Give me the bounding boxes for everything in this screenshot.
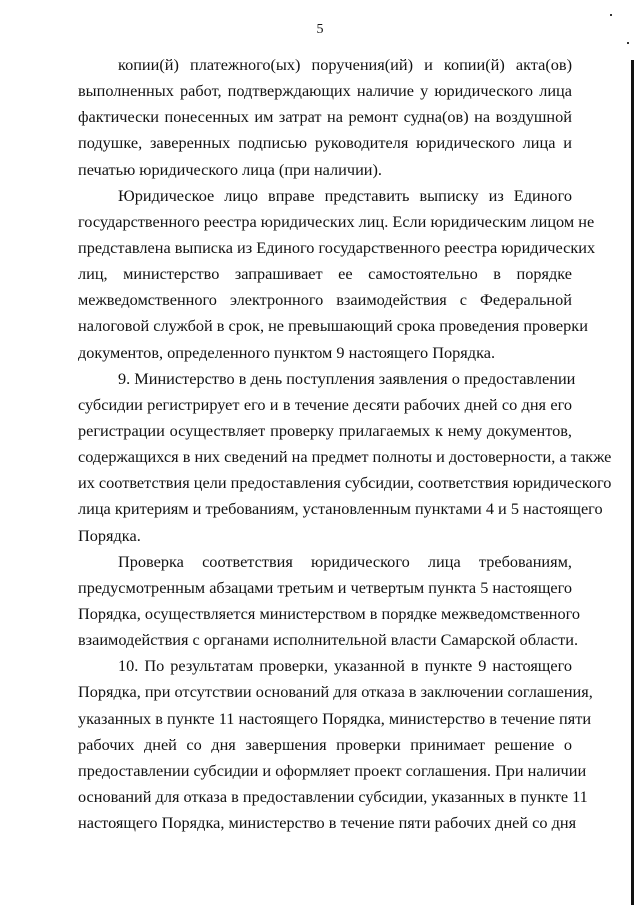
text-line: Юридическое лицо вправе представить выписку из Единого — [118, 185, 572, 205]
scan-border — [631, 60, 634, 905]
text-line: лиц, министерство запрашивает ее самостоятельно в порядке — [78, 264, 572, 284]
text-line: документов, определенного пунктом 9 настоящего Порядка. — [78, 342, 496, 362]
text-line: Порядка, осуществляется министерством в порядке межведомственного — [78, 603, 580, 623]
page-number: 5 — [316, 22, 324, 37]
text-line: печатью юридического лица (при наличии). — [78, 159, 383, 179]
text-line: государственного реестра юридических лиц. Если юридическим лицом не — [78, 211, 595, 231]
text-line: выполненных работ, подтверждающих наличие у юридического лица — [78, 81, 572, 101]
document-body — [78, 52, 612, 836]
text-line: Порядка, при отсутствии оснований для отказа в заключении соглашения, — [78, 682, 593, 702]
text-line: представлена выписка из Единого государственного реестра юридических — [78, 237, 596, 257]
text-line: предусмотренным абзацами третьим и четвертым пункта 5 настоящего — [78, 577, 572, 597]
text-line: межведомственного электронного взаимодействия с Федеральной — [78, 290, 572, 310]
scan-speck — [627, 42, 629, 44]
text-line: Порядка. — [78, 525, 141, 545]
text-line: предоставлении субсидии и оформляет проект соглашения. При наличии — [78, 760, 587, 780]
text-line: 9. Министерство в день поступления заявления о предоставлении — [118, 368, 576, 388]
text-line: Проверка соответствия юридического лица требованиям, — [118, 551, 572, 571]
scan-speck — [610, 14, 612, 16]
text-line: 10. По результатам проверки, указанной в пункте 9 настоящего — [118, 656, 572, 676]
text-line: налоговой службой в срок, не превышающий срока проведения проверки — [78, 316, 588, 336]
text-line: лица критериям и требованиям, установленным пунктами 4 и 5 настоящего — [78, 499, 603, 519]
text-line: настоящего Порядка, министерство в течение пяти рабочих дней со дня — [78, 813, 577, 833]
text-line: фактически понесенных им затрат на ремонт судна(ов) на воздушной — [78, 107, 572, 127]
paragraph — [78, 52, 572, 183]
text-line: регистрации осуществляет проверку прилагаемых к нему документов, — [78, 420, 572, 440]
paragraph — [78, 549, 580, 654]
text-line: оснований для отказа в предоставлении субсидии, указанных в пункте 11 — [78, 786, 588, 806]
text-line: указанных в пункте 11 настоящего Порядка, министерство в течение пяти — [78, 708, 592, 728]
text-line: копии(й) платежного(ых) поручения(ий) и копии(й) акта(ов) — [118, 55, 572, 74]
paragraph — [78, 366, 612, 549]
text-line: рабочих дней со дня завершения проверки принимает решение о — [78, 734, 572, 754]
text-line: субсидии регистрирует его и в течение десяти рабочих дней со дня его — [78, 394, 572, 414]
paragraph — [78, 183, 596, 366]
text-line: их соответствия цели предоставления субсидии, соответствия юридического — [78, 473, 612, 493]
text-line: подушке, заверенных подписью руководителя юридического лица и — [78, 133, 572, 153]
paragraph — [78, 653, 593, 836]
text-line: взаимодействия с органами исполнительной власти Самарской области. — [78, 630, 579, 650]
text-line: содержащихся в них сведений на предмет полноты и достоверности, а также — [78, 447, 612, 467]
